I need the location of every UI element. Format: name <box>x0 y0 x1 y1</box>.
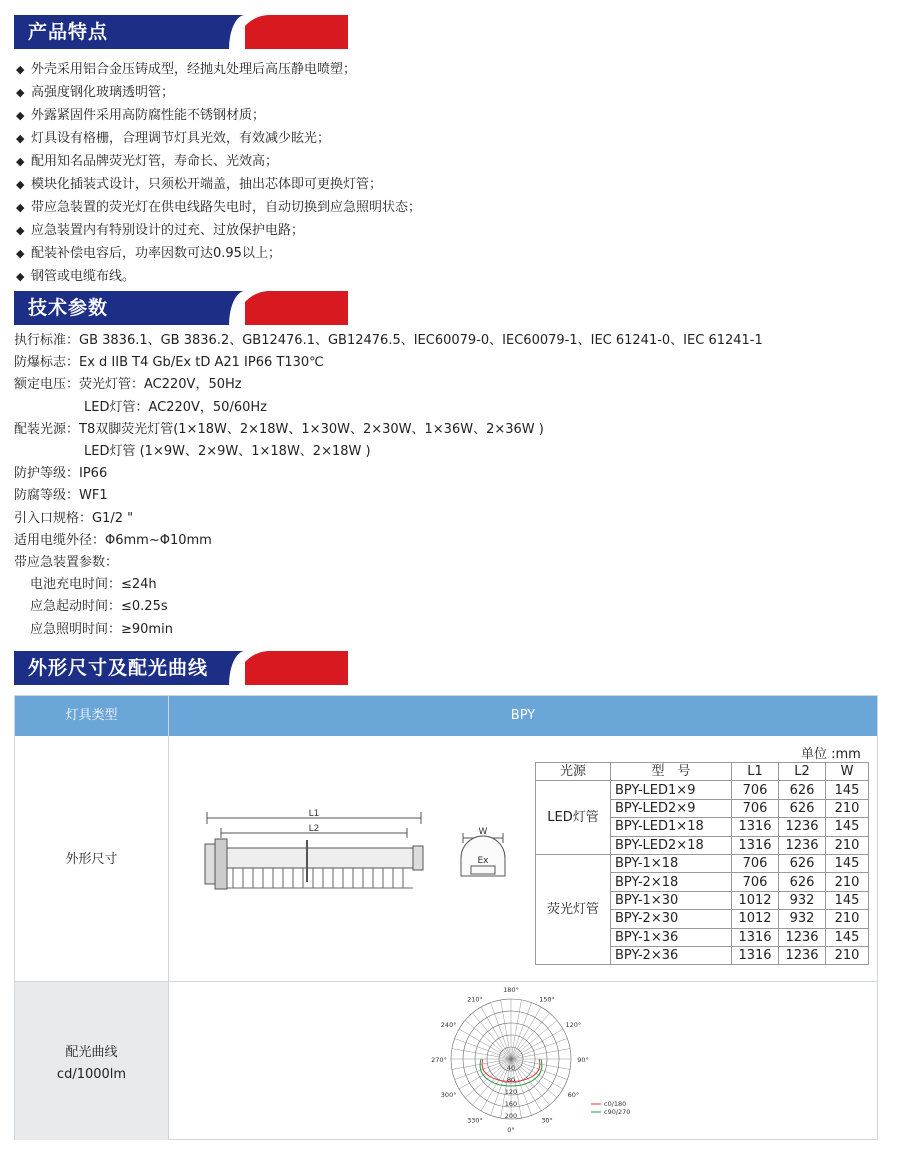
polar-angle-label: 330° <box>467 1116 483 1125</box>
feature-text: 外壳采用铝合金压铸成型，经抛丸处理后高压静电喷塑； <box>31 62 357 77</box>
feature-text: 模块化插装式设计，只须松开端盖，抽出芯体即可更换灯管； <box>31 177 383 192</box>
polar-angle-label: 270° <box>431 1056 447 1064</box>
dim-value-cell: 210 <box>826 873 869 891</box>
polar-ring-label: 120 <box>504 1088 518 1096</box>
dim-source-cell: 荧光灯管 <box>536 854 611 964</box>
dim-value-cell: 932 <box>779 910 826 928</box>
polar-angle-label: 120° <box>565 1021 582 1029</box>
dim-header-cell: 光源 <box>536 763 611 781</box>
dim-value-cell: 1316 <box>732 836 779 854</box>
label-l1: L1 <box>308 809 320 819</box>
diamond-bullet-icon: ◆ <box>16 109 25 122</box>
dim-header-cell: 型 号 <box>611 763 732 781</box>
dim-value-cell: 1316 <box>732 818 779 836</box>
dim-value-cell: 145 <box>826 781 869 799</box>
diamond-bullet-icon: ◆ <box>16 247 25 260</box>
features-title: 产品特点 <box>28 21 109 43</box>
dim-model-cell: BPY-1×36 <box>611 928 732 946</box>
dim-model-cell: BPY-2×30 <box>611 910 732 928</box>
label-l2: L2 <box>308 824 320 834</box>
spec-line: 防爆标志：Ex d IIB T4 Gb/Ex tD A21 IP66 T130℃ <box>14 355 324 371</box>
spec-line: 电池充电时间：≤24h <box>30 577 157 593</box>
label-ex: Ex <box>477 856 489 866</box>
specs-title: 技术参数 <box>28 297 109 319</box>
spec-line: 配装光源：T8双脚荧光灯管(1×18W、2×18W、1×30W、2×30W、1×36W、2×36W ) <box>14 421 544 437</box>
feature-item <box>16 265 135 288</box>
feature-item <box>16 219 304 242</box>
dim-model-cell: BPY-LED1×9 <box>611 781 732 799</box>
specs-banner <box>14 291 348 325</box>
lamp-drawing <box>185 806 525 901</box>
polar-angle-label: 150° <box>539 995 555 1004</box>
dim-value-cell: 210 <box>826 946 869 964</box>
diamond-bullet-icon: ◆ <box>16 270 25 283</box>
polar-ring-label: 80 <box>506 1076 516 1084</box>
spec-line: LED灯管：AC220V，50/60Hz <box>84 399 267 415</box>
spec-line: 应急照明时间：≥90min <box>30 621 173 637</box>
dim-value-cell: 626 <box>779 854 826 872</box>
dim-value-cell: 1012 <box>732 891 779 909</box>
feature-item <box>16 104 265 127</box>
feature-item <box>16 150 278 173</box>
dim-value-cell: 145 <box>826 818 869 836</box>
dim-value-cell: 145 <box>826 928 869 946</box>
dim-value-cell: 706 <box>732 873 779 891</box>
spec-line: 带应急装置参数： <box>14 555 119 570</box>
dim-value-cell: 1236 <box>779 928 826 946</box>
dim-value-cell: 626 <box>779 781 826 799</box>
dim-value-cell: 706 <box>732 854 779 872</box>
polar-ring-label: 200 <box>504 1112 518 1120</box>
dim-value-cell: 706 <box>732 799 779 817</box>
diamond-bullet-icon: ◆ <box>16 86 25 99</box>
feature-item <box>16 196 421 219</box>
dim-value-cell: 210 <box>826 836 869 854</box>
feature-text: 带应急装置的荧光灯在供电线路失电时，自动切换到应急照明状态； <box>31 200 422 215</box>
diamond-bullet-icon: ◆ <box>16 155 25 168</box>
product-table <box>14 695 878 1140</box>
dim-value-cell: 932 <box>779 891 826 909</box>
polar-angle-label: 0° <box>507 1126 515 1134</box>
dim-source-cell: LED灯管 <box>536 781 611 855</box>
spec-line: 执行标准：GB 3836.1、GB 3836.2、GB12476.1、GB12476.5、IEC60079-0、IEC60079-1、IEC 61241-0、IEC 61241-1 <box>14 333 763 348</box>
diamond-bullet-icon: ◆ <box>16 178 25 191</box>
dim-value-cell: 626 <box>779 799 826 817</box>
dim-header-cell: L1 <box>732 763 779 781</box>
unit-label: 单位 :mm <box>801 747 861 762</box>
dim-model-cell: BPY-LED2×9 <box>611 799 732 817</box>
dim-value-cell: 1236 <box>779 946 826 964</box>
polar-angle-label: 90° <box>577 1056 589 1064</box>
dim-row <box>536 854 869 872</box>
feature-text: 配用知名品牌荧光灯管，寿命长、光效高； <box>31 154 279 169</box>
spec-line: 适用电缆外径：Φ6mm~Φ10mm <box>14 532 212 548</box>
row-curve-label: 配光曲线 <box>65 1045 118 1060</box>
dim-row <box>536 781 869 799</box>
feature-text: 外露紧固件采用高防腐性能不锈钢材质； <box>31 108 266 123</box>
legend-label: c0/180 <box>604 1100 627 1108</box>
spec-line: 防护等级：IP66 <box>14 466 108 482</box>
dims-title: 外形尺寸及配光曲线 <box>28 657 209 679</box>
spec-line: 应急起动时间：≤0.25s <box>30 599 168 615</box>
dim-model-cell: BPY-1×18 <box>611 854 732 872</box>
spec-line: 防腐等级：WF1 <box>14 488 108 504</box>
polar-angle-label: 180° <box>503 987 519 994</box>
dim-value-cell: 706 <box>732 781 779 799</box>
dim-model-cell: BPY-LED2×18 <box>611 836 732 854</box>
dim-model-cell: BPY-2×36 <box>611 946 732 964</box>
dim-value-cell: 1012 <box>732 910 779 928</box>
diamond-bullet-icon: ◆ <box>16 224 25 237</box>
diamond-bullet-icon: ◆ <box>16 63 25 76</box>
feature-item <box>16 242 281 265</box>
dim-value-cell: 145 <box>826 854 869 872</box>
polar-angle-label: 300° <box>440 1091 457 1099</box>
dim-value-cell: 626 <box>779 873 826 891</box>
spec-line: 引入口规格：G1/2 " <box>14 510 134 526</box>
polar-angle-label: 30° <box>541 1116 553 1125</box>
polar-ring-label: 40 <box>506 1064 516 1072</box>
feature-text: 应急装置内有特别设计的过充、过放保护电路； <box>31 223 305 238</box>
feature-text: 配装补偿电容后，功率因数可达0.95以上； <box>31 246 281 261</box>
diamond-bullet-icon: ◆ <box>16 201 25 214</box>
dim-model-cell: BPY-2×18 <box>611 873 732 891</box>
polar-angle-label: 210° <box>467 995 483 1004</box>
feature-item <box>16 81 174 104</box>
row-curve-unit: cd/1000lm <box>56 1067 127 1082</box>
dim-value-cell: 145 <box>826 891 869 909</box>
dim-value-cell: 210 <box>826 799 869 817</box>
polar-ring-label: 160 <box>504 1100 518 1108</box>
diamond-bullet-icon: ◆ <box>16 132 25 145</box>
header-type: 灯具类型 <box>65 708 118 723</box>
dim-value-cell: 1316 <box>732 946 779 964</box>
feature-item <box>16 173 382 196</box>
dim-value-cell: 210 <box>826 910 869 928</box>
dim-model-cell: BPY-1×30 <box>611 891 732 909</box>
feature-text: 钢管或电缆布线。 <box>31 269 136 284</box>
label-w: W <box>478 827 488 837</box>
dim-header-cell: L2 <box>779 763 826 781</box>
dimension-table <box>535 762 869 965</box>
polar-angle-label: 240° <box>440 1021 457 1029</box>
dim-header-cell: W <box>826 763 869 781</box>
dim-value-cell: 1236 <box>779 836 826 854</box>
light-distribution-curve <box>415 987 675 1137</box>
legend-label: c90/270 <box>604 1108 631 1116</box>
dim-value-cell: 1316 <box>732 928 779 946</box>
feature-item <box>16 127 330 150</box>
feature-text: 灯具设有格栅，合理调节灯具光效，有效减少眩光； <box>31 131 331 146</box>
dim-model-cell: BPY-LED1×18 <box>611 818 732 836</box>
spec-line: 额定电压：荧光灯管：AC220V，50Hz <box>14 377 242 393</box>
features-banner <box>14 15 348 49</box>
dims-banner <box>14 651 348 685</box>
feature-item <box>16 58 356 81</box>
spec-line: LED灯管 (1×9W、2×9W、1×18W、2×18W ) <box>84 444 371 459</box>
dim-value-cell: 1236 <box>779 818 826 836</box>
row-dimension-label: 外形尺寸 <box>65 852 118 867</box>
header-model: BPY <box>510 708 536 723</box>
feature-text: 高强度钢化玻璃透明管； <box>31 85 175 100</box>
polar-angle-label: 60° <box>567 1091 580 1099</box>
